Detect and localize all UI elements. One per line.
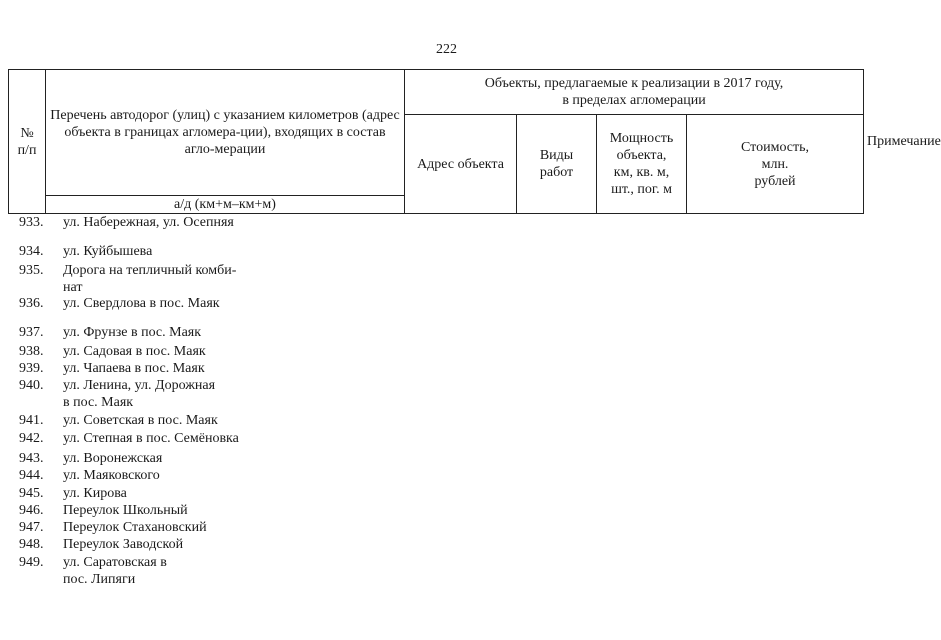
list-item-road-name: ул. Набережная, ул. Осепняя — [63, 215, 234, 230]
list-item-number: 949. — [19, 555, 44, 570]
list-item-road-name: ул. Фрунзе в пос. Маяк — [63, 325, 202, 340]
header-work-col: Виды работ — [517, 115, 597, 214]
list-item-road-name: ул. Чапаева в пос. Маяк — [63, 361, 205, 376]
list-item-number: 947. — [19, 520, 44, 535]
list-item-road-name: ул. Саратовская в пос. Липяги — [63, 555, 167, 587]
list-item-road-name: ул. Куйбышева — [63, 244, 153, 259]
header-km-label: а/д (км+м–км+м) — [46, 196, 405, 214]
list-item-number: 936. — [19, 296, 44, 311]
list-item-road-name: Дорога на тепличный комби- нат — [63, 263, 237, 295]
page-number: 222 — [436, 42, 457, 57]
list-item-road-name: ул. Свердлова в пос. Маяк — [63, 296, 220, 311]
list-item-number: 946. — [19, 503, 44, 518]
list-item-road-name: ул. Кирова — [63, 486, 127, 501]
list-item-number: 944. — [19, 468, 44, 483]
list-item-number: 941. — [19, 413, 44, 428]
list-item-number: 937. — [19, 325, 44, 340]
list-item-number: 948. — [19, 537, 44, 552]
list-item-number: 934. — [19, 244, 44, 259]
list-item-number: 942. — [19, 431, 44, 446]
list-item-road-name: ул. Советская в пос. Маяк — [63, 413, 218, 428]
list-item-number: 940. — [19, 378, 44, 393]
list-item-number: 938. — [19, 344, 44, 359]
list-item-number: 939. — [19, 361, 44, 376]
list-item-road-name: Переулок Заводской — [63, 537, 184, 552]
list-item-road-name: Переулок Школьный — [63, 503, 188, 518]
list-item-road-name: ул. Ленина, ул. Дорожная в пос. Маяк — [63, 378, 216, 410]
list-item-road-name: ул. Степная в пос. Семёновка — [63, 431, 239, 446]
header-address-col: Адрес объекта — [405, 115, 517, 214]
table-header: № п/п Перечень автодорог (улиц) с указанием километров (адрес объекта в границах агломера-ции), входящих в состав агло-мерации Объекты, предлагаемые к реализации в 2017 году, в пределах агломерации Примечание Адрес объекта Виды работ Мощность объекта, км, кв. м, шт., пог. м Стоимость, млн. рублей а/д (км+м–км+м) — [8, 69, 864, 214]
header-capacity-col: Мощность объекта, км, кв. м, шт., пог. м — [597, 115, 687, 214]
list-item-road-name: ул. Воронежская — [63, 451, 163, 466]
header-cost-col: Стоимость, млн. рублей — [687, 115, 864, 214]
header-road-list-col: Перечень автодорог (улиц) с указанием километров (адрес объекта в границах агломера-ции), входящих в состав агло-мерации — [46, 70, 405, 196]
list-item-number: 935. — [19, 263, 44, 278]
list-item-road-name: ул. Садовая в пос. Маяк — [63, 344, 206, 359]
list-item-number: 945. — [19, 486, 44, 501]
list-item-number: 933. — [19, 215, 44, 230]
list-item-road-name: Переулок Стахановский — [63, 520, 207, 535]
header-objects-title: Объекты, предлагаемые к реализации в 2017 году, в пределах агломерации — [405, 70, 864, 115]
list-item-number: 943. — [19, 451, 44, 466]
list-item-road-name: ул. Маяковского — [63, 468, 160, 483]
header-number-col: № п/п — [9, 70, 46, 214]
